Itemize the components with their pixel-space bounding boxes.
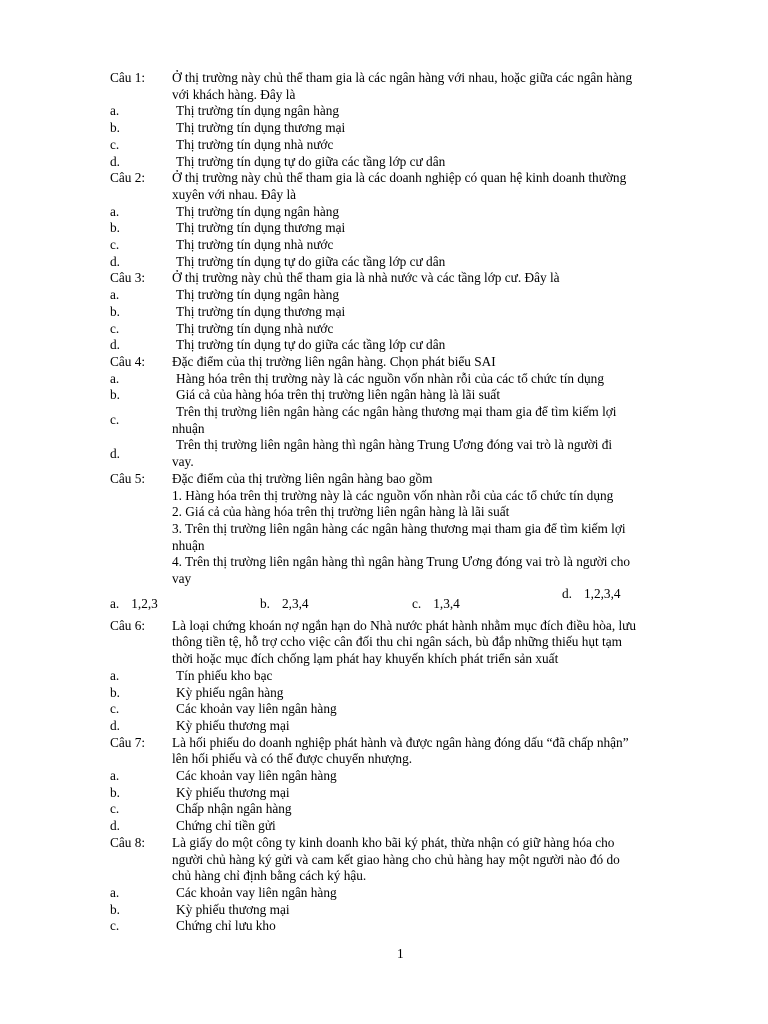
option-text: 2,3,4 — [281, 595, 309, 611]
question-label: Câu 4: — [110, 353, 146, 369]
question-text: Ở thị trường này chủ thể tham gia là các doanh nghiệp có quan hệ kinh doanh thường — [172, 170, 627, 186]
inline-option — [110, 596, 158, 613]
option-text: Hàng hóa trên thị trường này là các nguồn vốn nhàn rỗi của các tổ chức tín dụng — [176, 370, 604, 386]
option-label: c. — [412, 595, 422, 611]
option-text: Thị trường tín dụng nhà nước — [176, 237, 334, 252]
option-label: c. — [110, 320, 120, 336]
question-text-continued: 3. Trên thị trường liên ngân hàng các ngân hàng thương mại tham gia để tìm kiếm lợi — [172, 520, 626, 536]
option-label: a. — [110, 768, 120, 783]
option-text: Chứng chỉ lưu kho — [176, 918, 276, 934]
option-text: Kỳ phiếu thương mại — [176, 717, 290, 733]
option-text: Thị trường tín dụng ngân hàng — [176, 287, 340, 303]
question-text-continued: thông tiền tệ, hỗ trợ ccho việc cân đối thu chi ngân sách, bù đắp những thiếu hụt tạm — [172, 634, 622, 650]
inline-option — [260, 596, 309, 613]
question-label: Câu 2: — [110, 170, 146, 186]
option-text: Trên thị trường liên ngân hàng các ngân hàng thương mại tham gia để tìm kiếm lợi — [176, 404, 617, 419]
option-label: c. — [110, 701, 120, 717]
option-text: Thị trường tín dụng thương mại — [176, 303, 346, 319]
option-text: Các khoản vay liên ngân hàng — [176, 884, 337, 900]
question-text-continued: vay — [172, 571, 192, 586]
option-label: d. — [110, 337, 120, 353]
question-text-continued: 1. Hàng hóa trên thị trường này là các nguồn vốn nhàn rỗi của các tổ chức tín dụng — [172, 487, 614, 503]
option-label: a. — [110, 103, 120, 119]
question-label: Câu 8: — [110, 834, 146, 850]
option-label: a. — [110, 287, 120, 303]
option-label: a. — [110, 370, 120, 386]
option-label: b. — [110, 784, 120, 800]
question-text-continued: chủ hàng chỉ định bằng cách ký hậu. — [172, 868, 367, 884]
option-label: b. — [110, 387, 120, 403]
option-text: 1,3,4 — [433, 595, 460, 611]
option-label: a. — [110, 203, 120, 219]
option-text: 1,2,3,4 — [583, 585, 621, 601]
question-text-continued: với khách hàng. Đây là — [172, 86, 296, 102]
inline-option — [562, 586, 621, 603]
option-label: b. — [110, 684, 120, 700]
question-text: Đặc điểm của thị trường liên ngân hàng bao gồm — [172, 470, 433, 486]
option-text: Thị trường tín dụng tự do giữa các tầng lớp cư dân — [176, 253, 446, 269]
option-label: d. — [110, 253, 120, 269]
option-label: c. — [110, 136, 120, 152]
option-text: Tín phiếu kho bạc — [176, 667, 273, 683]
option-text: Thị trường tín dụng thương mại — [176, 220, 346, 236]
option-label: d. — [110, 153, 120, 169]
page-number: 1 — [397, 946, 404, 961]
option-label: b. — [110, 120, 120, 136]
option-label: a. — [110, 884, 120, 900]
option-text: Kỳ phiếu thương mại — [176, 784, 290, 800]
option-text: Thị trường tín dụng nhà nước — [176, 320, 334, 336]
question-text-continued: thời hoặc mục đích chống lạm phát hay khuyến khích phát triển sản xuất — [172, 651, 559, 667]
option-text: Trên thị trường liên ngân hàng thì ngân hàng Trung Ương đóng vai trò là người đi — [176, 437, 613, 453]
question-label: Câu 5: — [110, 470, 146, 486]
question-text: Là hối phiếu do doanh nghiệp phát hành và được ngân hàng đóng dấu “đã chấp nhận” — [172, 734, 629, 750]
option-label: b. — [110, 901, 120, 917]
option-text: Thị trường tín dụng thương mại — [176, 120, 346, 136]
option-text: Kỳ phiếu thương mại — [176, 901, 290, 917]
question-text-continued: người chủ hàng ký gửi và cam kết giao hàng cho chủ hàng hay một người nào đó do — [172, 851, 620, 867]
option-text: Kỳ phiếu ngân hàng — [176, 684, 284, 700]
inline-option — [412, 596, 460, 613]
question-text: Đặc điểm của thị trường liên ngân hàng. Chọn phát biểu SAI — [172, 353, 496, 369]
question-text-continued: 2. Giá cả của hàng hóa trên thị trường liên ngân hàng là lãi suất — [172, 504, 510, 520]
question-text: Là giấy do một công ty kinh doanh kho bãi ký phát, thừa nhận có giữ hàng hóa cho — [172, 834, 615, 850]
option-label: a. — [110, 595, 120, 611]
option-text: Thị trường tín dụng ngân hàng — [176, 203, 340, 219]
question-text: Là loại chứng khoán nợ ngắn hạn do Nhà nước phát hành nhằm mục đích điều hòa, lưu — [172, 617, 637, 633]
question-label: Câu 7: — [110, 734, 146, 750]
question-text: Ở thị trường này chủ thể tham gia là các ngân hàng với nhau, hoặc giữa các ngân hàng — [172, 70, 633, 85]
option-label: a. — [110, 667, 120, 683]
option-text-continued: vay. — [172, 454, 194, 470]
question-text-continued: 4. Trên thị trường liên ngân hàng thì ngân hàng Trung Ương đóng vai trò là người cho — [172, 554, 631, 570]
option-label: b. — [260, 595, 270, 611]
question-text-continued: xuyên với nhau. Đây là — [172, 186, 297, 202]
option-text: Thị trường tín dụng tự do giữa các tầng lớp cư dân — [176, 337, 446, 353]
option-text: Thị trường tín dụng ngân hàng — [176, 103, 340, 119]
question-label: Câu 3: — [110, 270, 146, 286]
option-label: d. — [110, 818, 120, 834]
option-text-continued: nhuận — [172, 420, 205, 436]
option-text: Thị trường tín dụng tự do giữa các tầng lớp cư dân — [176, 153, 446, 169]
option-label: c. — [110, 918, 120, 934]
question-label: Câu 6: — [110, 617, 146, 633]
option-text: Các khoản vay liên ngân hàng — [176, 768, 337, 783]
question-text-continued: nhuận — [172, 537, 205, 553]
option-text: Chấp nhận ngân hàng — [176, 801, 292, 817]
option-label: d. — [110, 717, 120, 733]
option-text: Thị trường tín dụng nhà nước — [176, 136, 334, 152]
option-label: c. — [110, 412, 120, 428]
question-label: Câu 1: — [110, 70, 146, 85]
option-label: b. — [110, 220, 120, 236]
option-label: c. — [110, 237, 120, 252]
option-label: c. — [110, 801, 120, 817]
question-text-continued: lên hối phiếu và có thể được chuyển nhượng. — [172, 751, 413, 767]
option-label: b. — [110, 303, 120, 319]
option-text: Các khoản vay liên ngân hàng — [176, 701, 337, 717]
option-text: 1,2,3 — [131, 595, 158, 611]
option-label: d. — [562, 585, 572, 601]
option-text: Chứng chỉ tiền gửi — [176, 818, 276, 834]
option-label: d. — [110, 445, 120, 461]
option-text: Giá cả của hàng hóa trên thị trường liên ngân hàng là lãi suất — [176, 387, 501, 403]
question-text: Ở thị trường này chủ thể tham gia là nhà nước và các tầng lớp cư. Đây là — [172, 270, 560, 286]
